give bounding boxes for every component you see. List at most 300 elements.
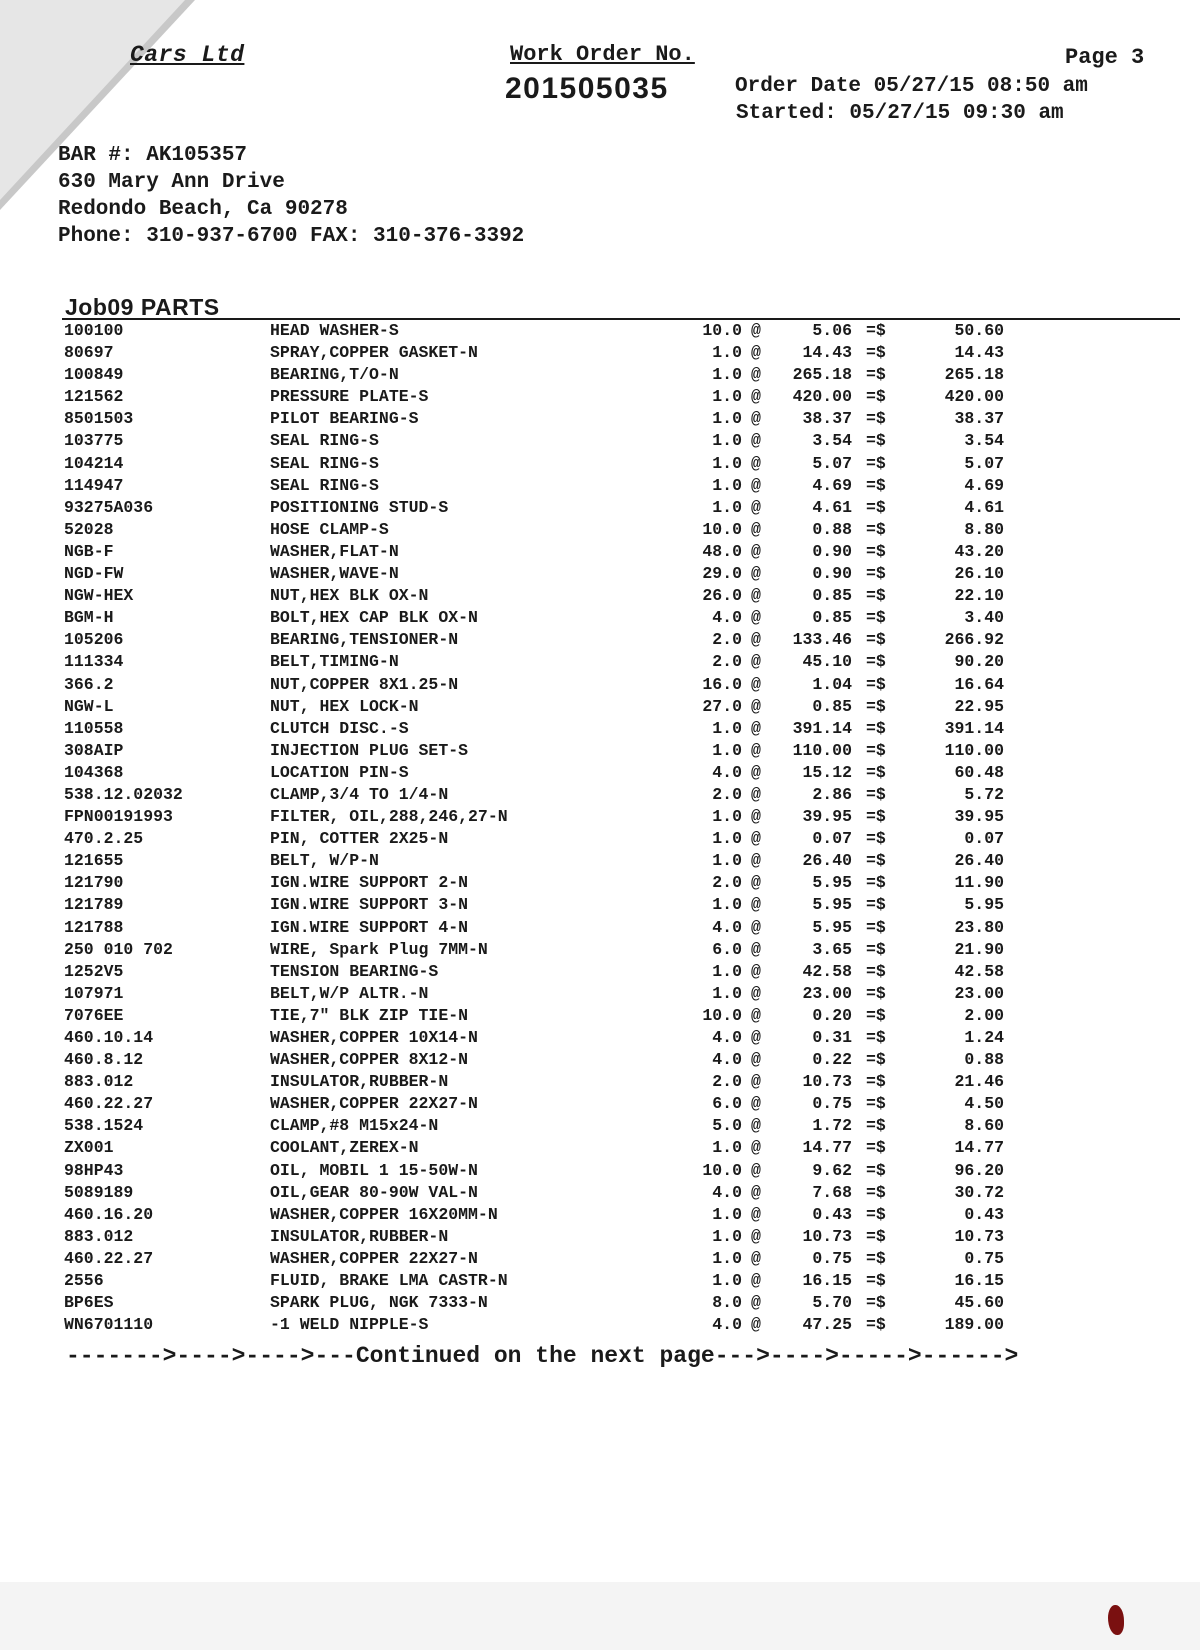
part-row: [0, 1027, 1200, 1049]
part-description: WASHER,COPPER 8X12-N: [270, 1050, 469, 1070]
part-unit-price: 9.62: [812, 1160, 852, 1180]
part-row: [0, 872, 1200, 894]
part-unit-price: 38.37: [802, 409, 852, 429]
part-row: [0, 1182, 1200, 1204]
part-description: BEARING,TENSIONER-N: [270, 630, 459, 650]
part-unit-price: 0.90: [812, 541, 852, 561]
part-number: BP6ES: [64, 1293, 114, 1313]
part-description: CLAMP,#8 M15x24-N: [270, 1116, 439, 1136]
part-line-total: 14.77: [954, 1138, 1004, 1158]
part-quantity: 1.0: [712, 475, 742, 495]
part-row: [0, 917, 1200, 939]
part-row: [0, 1049, 1200, 1071]
ink-mark: [1108, 1605, 1124, 1635]
equals-dollar: =$: [866, 762, 886, 782]
shop-address: [58, 142, 524, 250]
part-line-total: 21.90: [954, 939, 1004, 959]
part-row: [0, 651, 1200, 673]
part-number: 366.2: [64, 674, 114, 694]
part-quantity: 1.0: [712, 895, 742, 915]
part-number: 8501503: [64, 409, 134, 429]
equals-dollar: =$: [866, 652, 886, 672]
at-symbol: @: [751, 1116, 761, 1136]
part-quantity: 1.0: [712, 829, 742, 849]
at-symbol: @: [751, 1293, 761, 1313]
part-number: 52028: [64, 519, 114, 539]
part-line-total: 39.95: [954, 807, 1004, 827]
at-symbol: @: [751, 652, 761, 672]
part-unit-price: 0.88: [812, 519, 852, 539]
equals-dollar: =$: [866, 1028, 886, 1047]
part-row: [0, 629, 1200, 651]
part-unit-price: 0.85: [812, 608, 852, 628]
part-description: WASHER,COPPER 22X27-N: [270, 1094, 478, 1114]
part-number: WN6701110: [64, 1315, 154, 1335]
part-quantity: 4.0: [712, 1050, 742, 1070]
part-line-total: 2.00: [964, 1005, 1004, 1025]
part-quantity: 8.0: [712, 1293, 742, 1313]
part-number: 121789: [64, 895, 124, 915]
equals-dollar: =$: [866, 409, 886, 429]
equals-dollar: =$: [866, 873, 886, 893]
equals-dollar: =$: [866, 608, 886, 628]
part-line-total: 8.80: [964, 519, 1004, 539]
at-symbol: @: [751, 564, 761, 584]
work-order-label: Work Order No.: [510, 42, 695, 67]
section-title: Job09 PARTS: [65, 294, 220, 320]
part-line-total: 420.00: [944, 387, 1004, 407]
part-line-total: 43.20: [954, 541, 1004, 561]
equals-dollar: =$: [866, 321, 886, 340]
part-description: HOSE CLAMP-S: [270, 519, 389, 539]
part-description: CLUTCH DISC.-S: [270, 718, 409, 738]
part-row: [0, 1160, 1200, 1182]
part-number: 460.22.27: [64, 1248, 154, 1268]
part-number: 107971: [64, 983, 124, 1003]
part-row: [0, 961, 1200, 983]
equals-dollar: =$: [866, 917, 886, 937]
parts-list: [0, 320, 1200, 1336]
part-quantity: 1.0: [712, 1248, 742, 1268]
part-line-total: 26.10: [954, 564, 1004, 584]
part-row: [0, 585, 1200, 607]
part-unit-price: 1.72: [812, 1116, 852, 1136]
part-row: [0, 894, 1200, 916]
part-description: NUT,HEX BLK OX-N: [270, 586, 429, 606]
at-symbol: @: [751, 1028, 761, 1047]
part-quantity: 10.0: [702, 1005, 742, 1025]
part-number: NGD-FW: [64, 564, 124, 584]
part-unit-price: 14.43: [802, 343, 852, 363]
part-description: INJECTION PLUG SET-S: [270, 740, 469, 760]
part-description: SEAL RING-S: [270, 431, 379, 451]
part-unit-price: 5.70: [812, 1293, 852, 1313]
part-line-total: 60.48: [954, 762, 1004, 782]
part-number: 110558: [64, 718, 124, 738]
part-quantity: 1.0: [712, 1271, 742, 1291]
part-row: [0, 762, 1200, 784]
part-unit-price: 420.00: [792, 387, 852, 407]
part-unit-price: 391.14: [792, 718, 852, 738]
part-quantity: 4.0: [712, 917, 742, 937]
at-symbol: @: [751, 431, 761, 451]
part-description: CLAMP,3/4 TO 1/4-N: [270, 784, 449, 804]
part-line-total: 5.72: [964, 784, 1004, 804]
part-row: [0, 806, 1200, 828]
part-quantity: 2.0: [712, 1072, 742, 1092]
equals-dollar: =$: [866, 1248, 886, 1268]
part-row: [0, 1204, 1200, 1226]
equals-dollar: =$: [866, 630, 886, 650]
at-symbol: @: [751, 1094, 761, 1114]
at-symbol: @: [751, 387, 761, 407]
equals-dollar: =$: [866, 1160, 886, 1180]
part-number: NGW-L: [64, 696, 114, 716]
at-symbol: @: [751, 807, 761, 827]
part-unit-price: 14.77: [802, 1138, 852, 1158]
part-description: PILOT BEARING-S: [270, 409, 419, 429]
part-row: [0, 408, 1200, 430]
part-unit-price: 5.95: [812, 895, 852, 915]
part-quantity: 1.0: [712, 740, 742, 760]
part-quantity: 2.0: [712, 873, 742, 893]
at-symbol: @: [751, 851, 761, 871]
at-symbol: @: [751, 497, 761, 517]
part-description: BELT, W/P-N: [270, 851, 379, 871]
part-line-total: 96.20: [954, 1160, 1004, 1180]
part-quantity: 4.0: [712, 1028, 742, 1047]
part-row: [0, 607, 1200, 629]
part-number: 93275A036: [64, 497, 154, 517]
part-number: 104368: [64, 762, 124, 782]
part-line-total: 391.14: [944, 718, 1004, 738]
part-number: 460.8.12: [64, 1050, 144, 1070]
equals-dollar: =$: [866, 1315, 886, 1335]
part-unit-price: 110.00: [792, 740, 852, 760]
equals-dollar: =$: [866, 1005, 886, 1025]
part-description: TENSION BEARING-S: [270, 961, 439, 981]
part-quantity: 1.0: [712, 718, 742, 738]
part-row: [0, 939, 1200, 961]
at-symbol: @: [751, 718, 761, 738]
at-symbol: @: [751, 343, 761, 363]
part-description: HEAD WASHER-S: [270, 321, 399, 340]
part-quantity: 1.0: [712, 1226, 742, 1246]
part-description: FLUID, BRAKE LMA CASTR-N: [270, 1271, 508, 1291]
part-description: SPARK PLUG, NGK 7333-N: [270, 1293, 488, 1313]
part-description: TIE,7" BLK ZIP TIE-N: [270, 1005, 469, 1025]
equals-dollar: =$: [866, 983, 886, 1003]
equals-dollar: =$: [866, 784, 886, 804]
part-line-total: 16.15: [954, 1271, 1004, 1291]
part-line-total: 0.88: [964, 1050, 1004, 1070]
part-unit-price: 23.00: [802, 983, 852, 1003]
part-unit-price: 133.46: [792, 630, 852, 650]
part-number: 883.012: [64, 1226, 134, 1246]
part-line-total: 42.58: [954, 961, 1004, 981]
at-symbol: @: [751, 1138, 761, 1158]
part-number: 538.1524: [64, 1116, 144, 1136]
at-symbol: @: [751, 873, 761, 893]
part-number: 460.22.27: [64, 1094, 154, 1114]
city-state-zip: Redondo Beach, Ca 90278: [58, 198, 348, 221]
part-quantity: 1.0: [712, 431, 742, 451]
part-description: INSULATOR,RUBBER-N: [270, 1226, 449, 1246]
part-number: 250 010 702: [64, 939, 173, 959]
part-quantity: 1.0: [712, 851, 742, 871]
part-unit-price: 265.18: [792, 365, 852, 385]
part-row: [0, 740, 1200, 762]
part-number: ZX001: [64, 1138, 114, 1158]
part-number: 460.10.14: [64, 1028, 154, 1047]
part-row: [0, 497, 1200, 519]
part-description: WASHER,COPPER 22X27-N: [270, 1248, 478, 1268]
part-quantity: 2.0: [712, 652, 742, 672]
part-number: 103775: [64, 431, 124, 451]
equals-dollar: =$: [866, 1204, 886, 1224]
part-line-total: 0.07: [964, 829, 1004, 849]
equals-dollar: =$: [866, 1072, 886, 1092]
part-quantity: 1.0: [712, 1138, 742, 1158]
part-quantity: 48.0: [702, 541, 742, 561]
part-unit-price: 0.43: [812, 1204, 852, 1224]
equals-dollar: =$: [866, 475, 886, 495]
part-unit-price: 5.07: [812, 453, 852, 473]
part-description: BELT,W/P ALTR.-N: [270, 983, 429, 1003]
part-quantity: 1.0: [712, 343, 742, 363]
part-quantity: 1.0: [712, 983, 742, 1003]
equals-dollar: =$: [866, 1293, 886, 1313]
part-description: IGN.WIRE SUPPORT 3-N: [270, 895, 469, 915]
part-quantity: 2.0: [712, 784, 742, 804]
at-symbol: @: [751, 939, 761, 959]
part-description: PIN, COTTER 2X25-N: [270, 829, 449, 849]
part-description: POSITIONING STUD-S: [270, 497, 449, 517]
part-number: FPN00191993: [64, 807, 173, 827]
equals-dollar: =$: [866, 541, 886, 561]
order-date: Order Date 05/27/15 08:50 am: [735, 75, 1088, 98]
equals-dollar: =$: [866, 519, 886, 539]
at-symbol: @: [751, 1072, 761, 1092]
part-number: 460.16.20: [64, 1204, 154, 1224]
part-line-total: 90.20: [954, 652, 1004, 672]
bar-number: BAR #: AK105357: [58, 144, 248, 167]
part-description: OIL, MOBIL 1 15-50W-N: [270, 1160, 478, 1180]
part-line-total: 30.72: [954, 1182, 1004, 1202]
part-row: [0, 850, 1200, 872]
part-description: WIRE, Spark Plug 7MM-N: [270, 939, 488, 959]
company-name: Cars Ltd: [130, 42, 245, 68]
part-number: 98HP43: [64, 1160, 124, 1180]
part-line-total: 21.46: [954, 1072, 1004, 1092]
part-row: [0, 674, 1200, 696]
equals-dollar: =$: [866, 1226, 886, 1246]
at-symbol: @: [751, 674, 761, 694]
equals-dollar: =$: [866, 851, 886, 871]
part-quantity: 4.0: [712, 1182, 742, 1202]
part-description: SPRAY,COPPER GASKET-N: [270, 343, 478, 363]
part-number: 104214: [64, 453, 124, 473]
part-line-total: 23.80: [954, 917, 1004, 937]
part-number: 105206: [64, 630, 124, 650]
part-line-total: 14.43: [954, 343, 1004, 363]
at-symbol: @: [751, 1005, 761, 1025]
part-quantity: 1.0: [712, 1204, 742, 1224]
part-row: [0, 784, 1200, 806]
part-description: PRESSURE PLATE-S: [270, 387, 429, 407]
part-number: 114947: [64, 475, 124, 495]
equals-dollar: =$: [866, 696, 886, 716]
part-row: [0, 563, 1200, 585]
part-description: BELT,TIMING-N: [270, 652, 399, 672]
part-number: 121562: [64, 387, 124, 407]
at-symbol: @: [751, 983, 761, 1003]
part-quantity: 1.0: [712, 497, 742, 517]
part-unit-price: 4.69: [812, 475, 852, 495]
at-symbol: @: [751, 1248, 761, 1268]
equals-dollar: =$: [866, 1050, 886, 1070]
at-symbol: @: [751, 1182, 761, 1202]
part-unit-price: 0.85: [812, 586, 852, 606]
part-unit-price: 0.90: [812, 564, 852, 584]
part-description: BOLT,HEX CAP BLK OX-N: [270, 608, 478, 628]
part-quantity: 29.0: [702, 564, 742, 584]
part-description: NUT,COPPER 8X1.25-N: [270, 674, 459, 694]
part-line-total: 22.95: [954, 696, 1004, 716]
part-row: [0, 430, 1200, 452]
part-number: BGM-H: [64, 608, 114, 628]
part-row: [0, 453, 1200, 475]
started-date: Started: 05/27/15 09:30 am: [736, 102, 1064, 125]
equals-dollar: =$: [866, 365, 886, 385]
part-description: OIL,GEAR 80-90W VAL-N: [270, 1182, 478, 1202]
part-number: 100849: [64, 365, 124, 385]
equals-dollar: =$: [866, 1271, 886, 1291]
part-row: [0, 983, 1200, 1005]
equals-dollar: =$: [866, 939, 886, 959]
part-line-total: 3.40: [964, 608, 1004, 628]
part-number: 80697: [64, 343, 114, 363]
at-symbol: @: [751, 895, 761, 915]
part-unit-price: 39.95: [802, 807, 852, 827]
at-symbol: @: [751, 784, 761, 804]
part-unit-price: 3.65: [812, 939, 852, 959]
part-description: FILTER, OIL,288,246,27-N: [270, 807, 508, 827]
part-line-total: 4.61: [964, 497, 1004, 517]
equals-dollar: =$: [866, 807, 886, 827]
at-symbol: @: [751, 1315, 761, 1335]
equals-dollar: =$: [866, 895, 886, 915]
part-row: [0, 541, 1200, 563]
part-line-total: 8.60: [964, 1116, 1004, 1136]
equals-dollar: =$: [866, 497, 886, 517]
equals-dollar: =$: [866, 961, 886, 981]
part-description: WASHER,FLAT-N: [270, 541, 399, 561]
part-unit-price: 5.06: [812, 321, 852, 340]
part-description: WASHER,WAVE-N: [270, 564, 399, 584]
part-line-total: 16.64: [954, 674, 1004, 694]
part-unit-price: 1.04: [812, 674, 852, 694]
part-description: -1 WELD NIPPLE-S: [270, 1315, 429, 1335]
part-number: 7076EE: [64, 1005, 124, 1025]
part-line-total: 0.75: [964, 1248, 1004, 1268]
part-quantity: 10.0: [702, 519, 742, 539]
part-row: [0, 1226, 1200, 1248]
equals-dollar: =$: [866, 1182, 886, 1202]
part-row: [0, 475, 1200, 497]
work-order-number: 201505035: [505, 72, 669, 105]
part-quantity: 1.0: [712, 961, 742, 981]
part-line-total: 266.92: [944, 630, 1004, 650]
equals-dollar: =$: [866, 740, 886, 760]
part-unit-price: 45.10: [802, 652, 852, 672]
part-line-total: 5.07: [964, 453, 1004, 473]
part-description: WASHER,COPPER 16X20MM-N: [270, 1204, 498, 1224]
part-quantity: 4.0: [712, 762, 742, 782]
part-line-total: 26.40: [954, 851, 1004, 871]
part-quantity: 10.0: [702, 321, 742, 340]
part-quantity: 10.0: [702, 1160, 742, 1180]
part-row: [0, 1005, 1200, 1027]
at-symbol: @: [751, 608, 761, 628]
part-description: IGN.WIRE SUPPORT 2-N: [270, 873, 469, 893]
part-unit-price: 5.95: [812, 873, 852, 893]
part-row: [0, 342, 1200, 364]
at-symbol: @: [751, 586, 761, 606]
part-unit-price: 0.75: [812, 1248, 852, 1268]
part-line-total: 45.60: [954, 1293, 1004, 1313]
part-number: 1252V5: [64, 961, 124, 981]
part-quantity: 5.0: [712, 1116, 742, 1136]
part-quantity: 1.0: [712, 807, 742, 827]
part-row: [0, 519, 1200, 541]
part-unit-price: 0.85: [812, 696, 852, 716]
part-description: BEARING,T/O-N: [270, 365, 399, 385]
part-description: COOLANT,ZEREX-N: [270, 1138, 419, 1158]
part-quantity: 1.0: [712, 453, 742, 473]
part-unit-price: 47.25: [802, 1315, 852, 1335]
part-unit-price: 42.58: [802, 961, 852, 981]
part-unit-price: 0.07: [812, 829, 852, 849]
part-unit-price: 15.12: [802, 762, 852, 782]
part-number: 121788: [64, 917, 124, 937]
part-row: [0, 320, 1200, 342]
part-quantity: 6.0: [712, 1094, 742, 1114]
part-unit-price: 5.95: [812, 917, 852, 937]
part-quantity: 4.0: [712, 1315, 742, 1335]
at-symbol: @: [751, 1204, 761, 1224]
part-unit-price: 10.73: [802, 1072, 852, 1092]
part-unit-price: 0.22: [812, 1050, 852, 1070]
equals-dollar: =$: [866, 431, 886, 451]
part-line-total: 3.54: [964, 431, 1004, 451]
part-number: NGW-HEX: [64, 586, 134, 606]
part-quantity: 6.0: [712, 939, 742, 959]
equals-dollar: =$: [866, 1138, 886, 1158]
part-quantity: 1.0: [712, 387, 742, 407]
part-row: [0, 1248, 1200, 1270]
part-row: [0, 1314, 1200, 1336]
part-line-total: 0.43: [964, 1204, 1004, 1224]
part-line-total: 4.50: [964, 1094, 1004, 1114]
part-unit-price: 7.68: [812, 1182, 852, 1202]
part-number: 5089189: [64, 1182, 134, 1202]
part-unit-price: 0.31: [812, 1028, 852, 1047]
equals-dollar: =$: [866, 674, 886, 694]
part-unit-price: 0.75: [812, 1094, 852, 1114]
equals-dollar: =$: [866, 586, 886, 606]
at-symbol: @: [751, 1271, 761, 1291]
